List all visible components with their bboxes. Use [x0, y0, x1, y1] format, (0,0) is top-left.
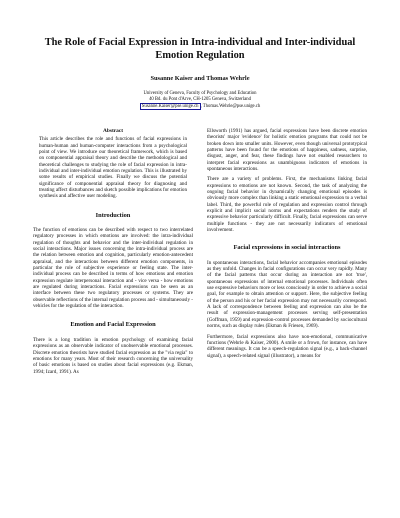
two-column-body [33, 128, 367, 375]
email-separator: , [200, 103, 203, 109]
affiliation [33, 91, 367, 104]
affiliation-line-2: 40 Bd. du Pont d'Arve, CH-1205 Geneva, Switzerland [149, 97, 251, 103]
affiliation-line-1: University of Geneva, Faculty of Psychology and Education [143, 91, 257, 96]
paper-title: The Role of Facial Expression in Intra-individual and Inter-individual Emotion Regulation [44, 37, 356, 61]
abstract-heading: Abstract [102, 127, 124, 134]
right-paragraph-2: There are a variety of problems. First, the mechanisms linking facial expressions to emotions are not known. Second, the task of analyzing the ongoing facial behavior in dynamically changing emotional episodes is obviously more complex than linking a static emotional expression to a verbal label. Third, the powerful role of regulation and expression control through explicit and implicit social norms and expectations renders the study of expressive behavior particularly difficult. Finally, facial expressions can serve multiple functions - they are not necessarily indicators of emotional involvement. [207, 176, 367, 234]
right-paragraph-1: Ellsworth (1991) has argued, facial expressions have been discrete emotion theorists' major 'evidence' for holistic emotion programs that could not be broken down into smaller units. However, even though universal prototypical patterns have been found for the emotions of happiness, sadness, surprise, disgust, anger, and fear, these findings have not enabled researchers to interpret facial expressions as unambiguous indicators of emotions in spontaneous interactions. [207, 127, 367, 172]
abstract-paragraph: This article describes the role and functions of facial expressions in human-human and human-computer interactions from a psychological point of view. We introduce our theoretical framework, which is based on componential appraisal theory and describe the methodological and theoretical challenges to studying the role of facial expression in intra-individual and inter-individual emotion regulation. This is illustrated by some results of empirical studies. Finally we discuss the potential significance of componential appraisal theory for diagnosing and treating affect disturbances and sketch possible implications for emotion synthesis and affective user modeling. [39, 136, 187, 200]
left-column [33, 128, 193, 375]
introduction-heading: Introduction [95, 211, 131, 219]
right-paragraph-3: In spontaneous interactions, facial behavior accompanies emotional episodes as they unfold. Changes in facial configurations can occur very rapidly. Many of the facial patterns that occur during an interaction are not 'true', spontaneous expressions of internal emotional processes. Individuals often use expressive behaviors more or less consciously in order to achieve a social goal, for example to obtain attention or support. Here, the subjective feeling of the person and his or her facial expression may not necessarily correspond. A lack of correspondence between feeling and expression can also be the result of expression-management processes serving self-presentation (Goffman, 1959) and expression-control processes demanded by sociocultural norms, such as display rules (Ekman & Friesen, 1969). [207, 259, 367, 330]
right-paragraph-4: Furthermore, facial expressions also have non-emotional, communicative functions (Wehrle & Kaiser, 2000). A smile or a frown, for instance, can have different meanings. It can be a speech-regulation signal (e.g., a back-channel signal), a speech-related signal (illustrator), a means for [207, 333, 367, 359]
author-emails [33, 104, 367, 110]
social-interactions-heading: Facial expressions in social interactions [233, 244, 341, 252]
introduction-paragraph: The function of emotions can be described with respect to two interrelated regulatory processes in which emotions are involved: the intra-individual regulation of thoughts and behavior and the inter-individual regulation in social interactions. Major issues concerning the intra-individual process are the relation between emotion and cognition, particularly emotion-antecedent appraisal, and the interactions between different emotion components, in particular the role of subjective experience or feeling state. The inter-individual process can be described in terms of how emotions and emotion expression regulate interpersonal interaction and - vice versa - how emotions are regulated during interactions. Facial expressions can be seen as an interface between these two regulatory processes or systems. They are observable reflections of the internal regulation process and - simultaneously - vehicles for the regulation of the interaction. [33, 227, 193, 310]
abstract-text [39, 136, 187, 199]
emotion-section-paragraph: There is a long tradition in emotion psychology of examining facial expressions as an observable indicator of unobservable emotional processes. Discrete emotion theorists have studied facial expression as the "via regia" to emotions for many years. Most of their research concerning the universality of basic emotions is based on studies about facial expressions (e.g. Ekman, 1994; Izard, 1991). As [33, 336, 193, 375]
email-link-kaiser[interactable]: Susanne.Kaiser@pse.unige.ch [141, 103, 199, 109]
right-column [207, 128, 367, 375]
emotion-section-heading: Emotion and Facial Expression [70, 321, 156, 329]
paper-authors: Susanne Kaiser and Thomas Wehrle [150, 75, 250, 82]
email-wehrle: Thomas.Wehrle@pse.unige.ch [202, 103, 261, 109]
